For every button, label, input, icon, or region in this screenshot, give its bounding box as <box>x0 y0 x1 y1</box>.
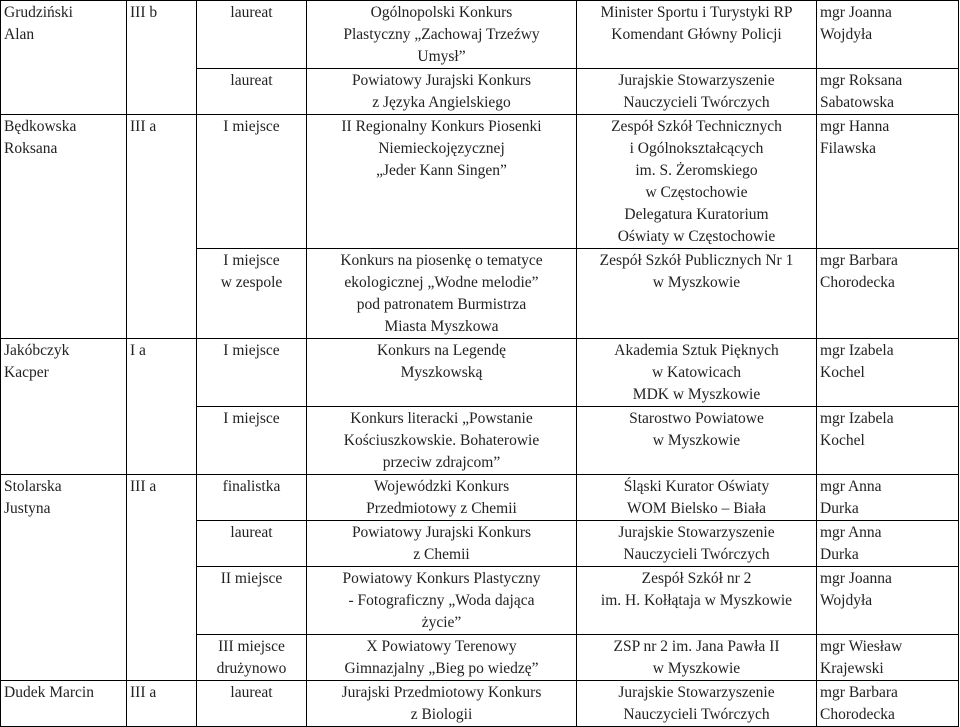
contest-cell: II Regionalny Konkurs Piosenki Niemieckojęzycznej „Jeder Kann Singen” <box>307 115 577 249</box>
prize-cell: laureat <box>197 1 307 69</box>
class-cell: III a <box>127 115 197 339</box>
contest-cell: Jurajski Przedmiotowy Konkurs z Biologii <box>307 681 577 727</box>
student-name-cell: Dudek Marcin <box>1 681 127 727</box>
organizer-cell: Śląski Kurator Oświaty WOM Bielsko – Biała <box>577 475 817 521</box>
teacher-cell: mgr Joanna Wojdyła <box>817 567 959 635</box>
prize-cell: laureat <box>197 69 307 115</box>
contest-cell: Powiatowy Jurajski Konkurs z Języka Angielskiego <box>307 69 577 115</box>
student-name-cell: Jakóbczyk Kacper <box>1 339 127 475</box>
class-cell: III b <box>127 1 197 115</box>
prize-cell: I miejsce <box>197 407 307 475</box>
organizer-cell: Minister Sportu i Turystyki RP Komendant Główny Policji <box>577 1 817 69</box>
organizer-cell: Zespół Szkół Publicznych Nr 1 w Myszkowie <box>577 249 817 339</box>
organizer-cell: ZSP nr 2 im. Jana Pawła II w Myszkowie <box>577 635 817 681</box>
class-cell: I a <box>127 339 197 475</box>
prize-cell: laureat <box>197 521 307 567</box>
table-row <box>1 339 959 407</box>
teacher-cell: mgr Barbara Chorodecka <box>817 249 959 339</box>
prize-cell: I miejsce <box>197 339 307 407</box>
student-name-cell: Będkowska Roksana <box>1 115 127 339</box>
table-row <box>1 1 959 69</box>
organizer-cell: Jurajskie Stowarzyszenie Nauczycieli Twórczych <box>577 521 817 567</box>
teacher-cell: mgr Joanna Wojdyła <box>817 1 959 69</box>
contest-cell: Wojewódzki Konkurs Przedmiotowy z Chemii <box>307 475 577 521</box>
teacher-cell: mgr Wiesław Krajewski <box>817 635 959 681</box>
table-row <box>1 681 959 727</box>
teacher-cell: mgr Barbara Chorodecka <box>817 681 959 727</box>
organizer-cell: Starostwo Powiatowe w Myszkowie <box>577 407 817 475</box>
prize-cell: I miejsce w zespole <box>197 249 307 339</box>
prize-cell: I miejsce <box>197 115 307 249</box>
organizer-cell: Zespół Szkół Technicznych i Ogólnokształcących im. S. Żeromskiego w Częstochowie Delegatura Kuratorium Oświaty w Częstochowie <box>577 115 817 249</box>
organizer-cell: Zespół Szkół nr 2 im. H. Kołłątaja w Myszkowie <box>577 567 817 635</box>
organizer-cell: Jurajskie Stowarzyszenie Nauczycieli Twórczych <box>577 69 817 115</box>
table-row <box>1 475 959 521</box>
prize-cell: II miejsce <box>197 567 307 635</box>
contest-cell: Konkurs na piosenkę o tematyce ekologicznej „Wodne melodie” pod patronatem Burmistrza Miasta Myszkowa <box>307 249 577 339</box>
organizer-cell: Jurajskie Stowarzyszenie Nauczycieli Twórczych <box>577 681 817 727</box>
teacher-cell: mgr Izabela Kochel <box>817 339 959 407</box>
class-cell: III a <box>127 475 197 681</box>
class-cell: III a <box>127 681 197 727</box>
table-row <box>1 115 959 249</box>
contest-cell: Konkurs literacki „Powstanie Kościuszkowskie. Bohaterowie przeciw zdrajcom” <box>307 407 577 475</box>
organizer-cell: Akademia Sztuk Pięknych w Katowicach MDK w Myszkowie <box>577 339 817 407</box>
teacher-cell: mgr Anna Durka <box>817 475 959 521</box>
teacher-cell: mgr Roksana Sabatowska <box>817 69 959 115</box>
contest-cell: X Powiatowy Terenowy Gimnazjalny „Bieg po wiedzę” <box>307 635 577 681</box>
teacher-cell: mgr Izabela Kochel <box>817 407 959 475</box>
prize-cell: III miejsce drużynowo <box>197 635 307 681</box>
prize-cell: laureat <box>197 681 307 727</box>
teacher-cell: mgr Hanna Filawska <box>817 115 959 249</box>
contest-cell: Powiatowy Jurajski Konkurs z Chemii <box>307 521 577 567</box>
contest-cell: Powiatowy Konkurs Plastyczny - Fotograficzny „Woda dająca życie” <box>307 567 577 635</box>
student-name-cell: Stolarska Justyna <box>1 475 127 681</box>
contest-cell: Konkurs na Legendę Myszkowską <box>307 339 577 407</box>
prize-cell: finalistka <box>197 475 307 521</box>
teacher-cell: mgr Anna Durka <box>817 521 959 567</box>
contest-cell: Ogólnopolski Konkurs Plastyczny „Zachowaj Trzeźwy Umysł” <box>307 1 577 69</box>
student-name-cell: Grudziński Alan <box>1 1 127 115</box>
